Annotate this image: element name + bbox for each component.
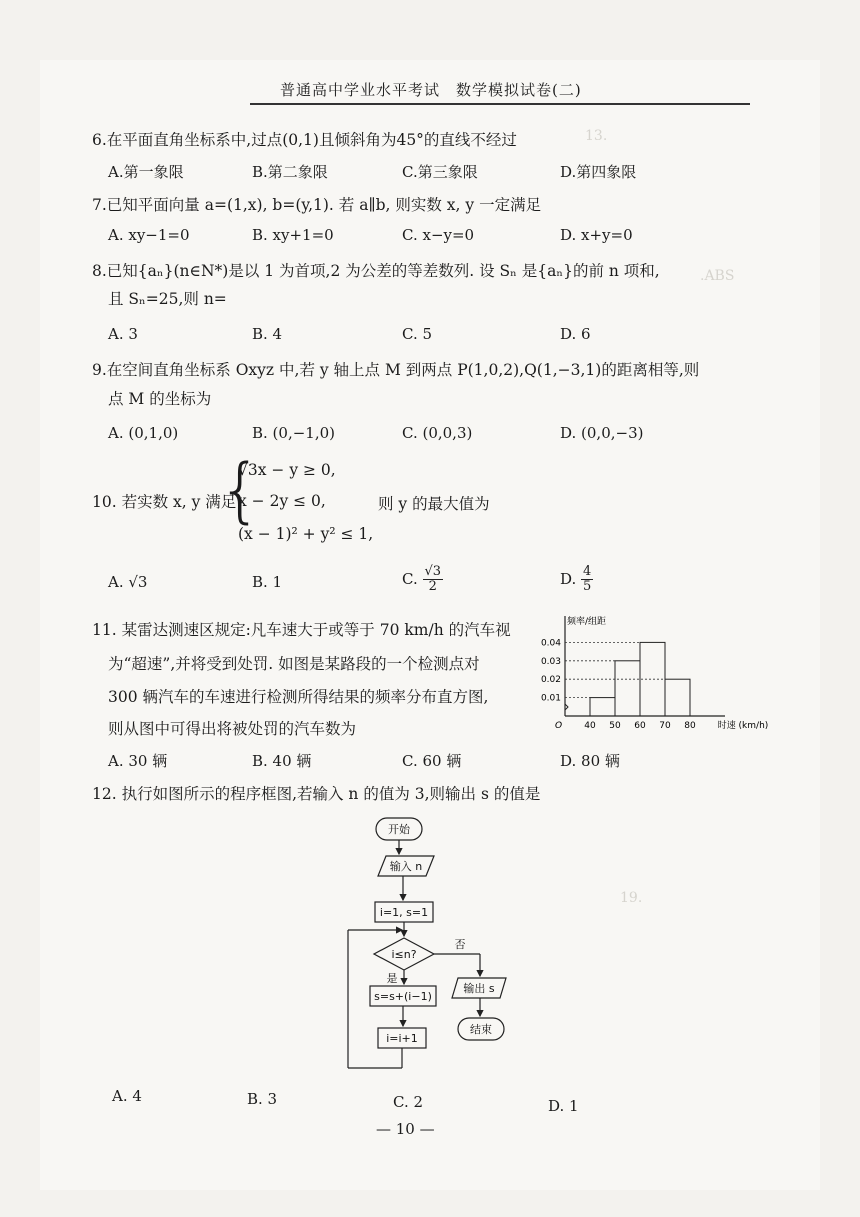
q11-option-c: C. 60 辆 — [402, 752, 462, 770]
q11-stem-line3: 300 辆汽车的车速进行检测所得结果的频率分布直方图, — [108, 688, 489, 706]
q12-stem: 12. 执行如图所示的程序框图,若输入 n 的值为 3,则输出 s 的值是 — [92, 785, 541, 803]
flow-assign-label: s=s+(i−1) — [374, 990, 432, 1003]
q6-stem: 6.在平面直角坐标系中,过点(0,1)且倾斜角为45°的直线不经过 — [92, 131, 517, 149]
flow-no-label: 否 — [454, 938, 466, 951]
flow-input-label: 输入 n — [389, 860, 423, 873]
x-tick-label: 40 — [584, 721, 596, 731]
page-header-title: 普通高中学业水平考试 数学模拟试卷(二) — [280, 81, 582, 99]
q8-option-c: C. 5 — [402, 325, 433, 343]
q10-option-d: D. $\frac{4}{5}$ — [560, 564, 592, 595]
q12-option-c: C. 2 — [393, 1093, 424, 1111]
q9-option-d: D. (0,0,−3) — [560, 424, 644, 442]
q7-option-a: A. xy−1=0 — [108, 226, 190, 244]
bleed-through-text: 13. — [585, 128, 608, 144]
q10-question: 则 y 的最大值为 — [378, 495, 490, 513]
histogram-bar — [665, 679, 690, 716]
flow-cond-label: i≤n? — [391, 948, 417, 961]
q6-option-c: C.第三象限 — [402, 163, 478, 181]
y-tick-label: 0.04 — [540, 638, 561, 649]
q8-stem-line1: 8.已知{aₙ}(n∈N*)是以 1 为首项,2 为公差的等差数列. 设 Sₙ 是{aₙ}的前 n 项和, — [92, 262, 660, 280]
flow-end-label: 结束 — [470, 1023, 492, 1036]
q9-stem-line1: 9.在空间直角坐标系 Oxyz 中,若 y 轴上点 M 到两点 P(1,0,2),Q(1,−3,1)的距离相等,则 — [92, 361, 700, 379]
y-tick-label: 0.03 — [540, 656, 561, 667]
q8-stem-line2: 且 Sₙ=25,则 n= — [108, 290, 227, 308]
q6-option-a: A.第一象限 — [108, 163, 184, 181]
q10-stem: 10. 若实数 x, y 满足 — [92, 493, 237, 511]
q11-stem-line1: 11. 某雷达测速区规定:凡车速大于或等于 70 km/h 的汽车视 — [92, 621, 511, 639]
x-tick-label: 50 — [609, 721, 621, 731]
q8-option-b: B. 4 — [252, 325, 283, 343]
y-axis-label: 频率/组距 — [567, 617, 607, 627]
x-tick-label: 70 — [659, 721, 671, 731]
q10-condition-3: (x − 1)² + y² ≤ 1, — [238, 525, 374, 543]
q10-system-brace: { — [218, 449, 263, 531]
q7-option-d: D. x+y=0 — [560, 226, 633, 244]
q6-option-b: B.第二象限 — [252, 163, 328, 181]
histogram-bar — [615, 661, 640, 716]
q11-option-d: D. 80 辆 — [560, 752, 620, 770]
q12-option-a: A. 4 — [112, 1087, 142, 1105]
q11-option-b: B. 40 辆 — [252, 752, 312, 770]
q11-option-a: A. 30 辆 — [108, 752, 168, 770]
histogram-axes — [565, 616, 725, 716]
flow-increment-label: i=i+1 — [386, 1032, 418, 1045]
q8-option-a: A. 3 — [108, 325, 138, 343]
bleed-through-text: 19. — [620, 890, 643, 906]
x-tick-label: 60 — [634, 721, 646, 731]
flow-init-label: i=1, s=1 — [379, 906, 429, 919]
q11-stem-line4: 则从图中可得出将被处罚的汽车数为 — [108, 720, 357, 738]
q6-option-d: D.第四象限 — [560, 163, 637, 181]
q12-option-b: B. 3 — [247, 1090, 278, 1108]
page-number: — 10 — — [376, 1120, 435, 1138]
x-tick-label: 80 — [684, 721, 696, 731]
histogram-bar — [590, 698, 615, 716]
q11-stem-line2: 为“超速”,并将受到处罚. 如图是某路段的一个检测点对 — [108, 655, 480, 673]
program-flowchart — [340, 812, 540, 1074]
histogram-bars — [565, 642, 690, 716]
flow-output-label: 输出 s — [463, 982, 495, 995]
q12-option-d: D. 1 — [548, 1097, 579, 1115]
q8-option-d: D. 6 — [560, 325, 591, 343]
y-tick-label: 0.01 — [540, 693, 561, 704]
q9-option-a: A. (0,1,0) — [108, 424, 179, 442]
header-rule — [250, 103, 750, 105]
q10-condition-1: √3x − y ≥ 0, — [238, 461, 336, 479]
flow-yes-label: 是 — [386, 972, 398, 985]
x-axis-label: 时速 (km/h) — [717, 721, 769, 731]
q9-option-c: C. (0,0,3) — [402, 424, 473, 442]
q7-option-b: B. xy+1=0 — [252, 226, 334, 244]
flow-start-label: 开始 — [388, 823, 410, 836]
q10-condition-2: x − 2y ≤ 0, — [238, 492, 326, 510]
q10-option-c: C. $\frac{√3}{2}$ — [402, 564, 442, 595]
histogram-labels — [541, 615, 768, 731]
frequency-histogram — [535, 612, 775, 742]
q10-option-a: A. √3 — [108, 573, 148, 591]
bleed-through-text: .ABS — [700, 268, 735, 284]
origin-label: O — [555, 721, 563, 731]
y-tick-label: 0.02 — [540, 675, 561, 686]
q7-option-c: C. x−y=0 — [402, 226, 475, 244]
q9-option-b: B. (0,−1,0) — [252, 424, 335, 442]
q10-option-b: B. 1 — [252, 573, 283, 591]
q7-stem: 7.已知平面向量 a=(1,x), b=(y,1). 若 a∥b, 则实数 x, y 一定满足 — [92, 196, 542, 214]
q9-stem-line2: 点 M 的坐标为 — [108, 390, 212, 408]
